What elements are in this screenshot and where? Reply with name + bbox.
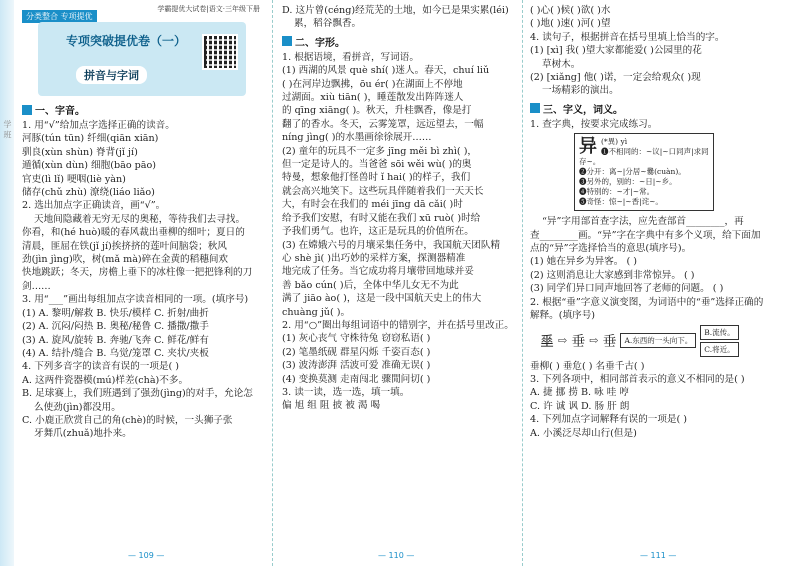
dictionary-entry <box>574 133 714 211</box>
text-line: 河豚(tún tūn) 纤细(qiān xiān) <box>22 133 159 145</box>
section-marker-icon <box>22 105 32 115</box>
text-line: (1) [xì] 我( )望大家都能爱( )公园里的花 <box>530 45 702 57</box>
text-line: 心 shè jì( )出巧妙的采样方案，探测器精准 <box>282 252 466 264</box>
text-line: chuàng jǔ( )。 <box>282 306 351 318</box>
entry-definition: ❹特别的：~才|~常。 <box>579 187 655 197</box>
text-line: (1) 灰心丧气 守株待兔 窃窃私语( ) <box>282 333 431 345</box>
section-title: 一、字音。 <box>35 106 85 117</box>
text-line: 储存(chǔ zhù) 潦绕(liáo liǎo) <box>22 187 155 199</box>
page-number: — 110 — <box>378 551 415 560</box>
text-line: 2. 用“○”圈出每组词语中的错别字，并在括号里改正。 <box>282 319 514 331</box>
text-line: (4) 变换莫测 走南闯北 骤閒问切( ) <box>282 373 431 385</box>
text-line: D. 这片曾(céng)经荒芜的土地，如今已是果实累(léi) <box>282 5 509 16</box>
section-title: 三、字义，词义。 <box>543 104 623 116</box>
text-line: (1) 她在异乡为异客。 ( ) <box>530 256 637 268</box>
section-heading <box>530 101 792 116</box>
entry-definition: ❶不相同的：~议|~口同声|求同存~。 <box>579 147 709 167</box>
text-line: 劲(jìn jìng)吹，树(mǎ mà)碎在金黄的稻穗间欢 <box>22 254 229 266</box>
section-marker-icon <box>282 36 292 46</box>
text-line: 大，有时会在我们的 méi jīng dā cǎi( )时 <box>282 199 463 211</box>
column-divider <box>522 0 523 566</box>
text-line: 翻了的香水。冬天，云雾笼罩，远远望去，一幅 <box>282 118 484 130</box>
text-line: (4) A. 结扑/缝合 B. 乌觉/笼罩 C. 夹状/夹板 <box>22 347 209 359</box>
book-title: 学霸提优大试卷|语文·三年级下册 <box>157 5 260 13</box>
text-line: (3) 同学们异口同声地回答了老师的问题。 ( ) <box>530 283 724 295</box>
text-line: 满了 jiāo ào( )，这是一段中国航天史上的伟大 <box>282 293 482 305</box>
text-line: A. 这两件瓷器模(mú)样差(chà)不多。 <box>22 374 189 386</box>
section-heading <box>282 34 514 49</box>
column-3 <box>530 4 792 566</box>
text-line: ( )在河岸边飘拂，ōu ér( )在湖面上不停地 <box>282 78 463 90</box>
text-line: 给予我们安慰，有时又能在我们 xū ruò( )时给 <box>282 212 481 224</box>
entry-character: 异 <box>579 136 597 158</box>
text-line: ( )心( )候( )欲( )水 <box>530 5 611 16</box>
section-tag: 分类整合 专项提优 <box>22 10 97 23</box>
text-line: 善 bǎo cún( )后，全体中华儿女无不为此 <box>282 279 459 291</box>
text-line: 剑…… <box>22 280 51 292</box>
text-line: A. 捷 挪 捞 B. 咏 哇 哼 <box>530 387 629 399</box>
column-1 <box>22 4 262 566</box>
text-line: 4. 下列多音字的读音有误的一项是( ) <box>22 361 180 373</box>
entry-pinyin: (*異) yì <box>601 137 628 147</box>
text-line: (2) A. 沉闷/闷热 B. 奥秘/秘鲁 C. 播撒/撒手 <box>22 321 209 333</box>
text-line: (2) 笔墨纸砚 群星闪烁 千姿百态( ) <box>282 346 431 358</box>
text-line: 特曼，想象他打怪兽时 ǐ hai( )的样子，我们 <box>282 172 471 184</box>
text-line: 么使劲(jìn)都没用。 <box>34 401 121 413</box>
entry-definition: ❺奇怪：惊~|~香|诧~。 <box>579 197 663 207</box>
text-line: 草树木。 <box>542 58 581 70</box>
text-line: 就会高兴地笑下。这些玩具伴随着我们一天天长 <box>282 185 484 197</box>
text-line: (2) 童年的玩具不一定多 jīng měi bì zhì( )， <box>282 145 478 157</box>
text-line: 2. 根据“垂”字意义演变图，为词语中的“垂”选择正确的 <box>530 296 764 308</box>
text-line: B. 足球赛上，我们班遇到了强劲(jìng)的对手，允论怎 <box>22 388 253 400</box>
meaning-box: C.将近。 <box>700 342 738 357</box>
text-line: 快地跳跃；冬天，房檐上垂下的冰柱像一把把锋利的刀 <box>22 267 253 279</box>
text-line: 但一定是诗人的。当爸爸 sōi wěi wù( )的奥 <box>282 159 472 171</box>
text-line: (2) [xiǎng] 他( )诺，一定会给观众( )现 <box>530 72 701 84</box>
text-line: 累，稻谷飘香。 <box>294 18 362 30</box>
text-line: 解释。(填序号) <box>530 310 596 322</box>
text-line: 予我们勇气。也许，这正是玩具的价值所在。 <box>282 226 474 238</box>
text-line: ( )地( )速( )河( )望 <box>530 18 611 30</box>
banner-title: 专项突破提优卷（一） <box>66 34 187 48</box>
text-line: 3. 用“___”画出每组加点字读音相同的一项。(填序号) <box>22 294 249 306</box>
text-line: (1) 西湖的风景 què shí( )迷人。春天，chuí liǔ <box>282 65 490 77</box>
sidebar-text: 学 班 <box>3 120 12 139</box>
arrow-right-icon: ⇨ <box>589 334 599 347</box>
text-line: 天地间隐藏着无穷无尽的奥秘，等待我们去寻找。 <box>34 213 246 225</box>
text-line: 官吏(lì lǐ) 哽咽(liè yàn) <box>22 173 126 185</box>
text-line: 4. 下列加点字词解释有误的一项是( ) <box>530 414 688 426</box>
text-line: (3) 在嫦娥六号的月壤采集任务中，我国航天团队精 <box>282 239 501 251</box>
text-line: (3) 波涛澎湃 活波可爱 准确无误( ) <box>282 360 431 372</box>
text-line: 遁循(xùn dùn) 细胞(bāo pāo) <box>22 160 157 172</box>
glyph-form: 垂 <box>571 333 586 350</box>
column-2 <box>282 4 514 566</box>
text-line: 点的“异”字选择恰当的意思(填序号)。 <box>530 243 692 255</box>
text-line: 1. 用“√”给加点字选择正确的读音。 <box>22 120 175 131</box>
title-banner <box>38 22 246 96</box>
text-line: 偏 旭 组 阻 披 被 渴 喝 <box>282 400 381 412</box>
page-number: — 109 — <box>128 551 165 560</box>
page-number: — 111 — <box>640 551 677 560</box>
meaning-box: A.东西的一头向下。 <box>620 333 696 348</box>
text-line: 一场精彩的演出。 <box>542 85 619 97</box>
section-title: 二、字形。 <box>295 37 345 49</box>
text-line: C. 小鹿正欣赏自己的角(chè)的时候，一头狮子张 <box>22 414 233 426</box>
glyph-form: 𡍮 <box>540 333 554 350</box>
section-heading <box>22 102 262 117</box>
text-line: 2. 选出加点字正确读音，画“√”。 <box>22 200 166 212</box>
text-line: 牙舞爪(zhuǎ)地扑来。 <box>34 428 132 440</box>
text-line: (3) A. 旋风/旋转 B. 奔驰/飞奔 C. 鲜花/鲜有 <box>22 334 209 346</box>
text-line: 1. 查字典，按要求完成练习。 <box>530 118 658 130</box>
text-line: 4. 读句子，根据拼音在括号里填上恰当的字。 <box>530 31 725 43</box>
left-sidebar <box>0 0 14 566</box>
text-line: 1. 根据语境，看拼音，写词语。 <box>282 51 419 63</box>
arrow-right-icon: ⇨ <box>558 334 568 347</box>
text-line: (1) A. 黎明/解救 B. 快乐/模样 C. 折射/曲折 <box>22 307 209 319</box>
text-line: 你看，和(hé huò)暖的春风裁出垂柳的细叶；夏日的 <box>22 227 245 239</box>
text-line: 的 qīng xiāng( )。秋天，升桂飘香，像是打 <box>282 105 472 117</box>
text-line: 清晨，匪屈在铁(jǐ jí)挨挤挤的莲叶间脑袋；秋风 <box>22 240 227 252</box>
section-marker-icon <box>530 103 540 113</box>
text-line: 过湖面。xiù tiān( )，睡莲散发出阵阵迷人 <box>282 92 464 104</box>
entry-definition: ❸另外的，别的：~日|~乡。 <box>579 177 677 187</box>
text-line: 地完成了任务。当它成功将月壤带回地球并妥 <box>282 266 474 278</box>
text-line: 3. 读一读，选一选，填一填。 <box>282 386 410 398</box>
entry-definition: ❷分开：离~|分居~爨(cuàn)。 <box>579 167 686 177</box>
text-line: (2) 这则消息让大家感到非常惊异。 ( ) <box>530 269 695 281</box>
text-line: “异”字用部首查字法，应先查部首________，再 <box>542 216 744 228</box>
banner-subtitle: 拼音与字词 <box>76 66 147 84</box>
glyph-form: 垂 <box>602 333 617 350</box>
text-line: níng jìng( )的水墨画徐徐展开…… <box>282 132 432 144</box>
text-line: 查________画。“异”字在字典中有多个义项，给下面加 <box>530 229 761 241</box>
text-line: C. 许 诚 讽 D. 肠 肝 朗 <box>530 400 630 412</box>
text-line: A. 小溪泛尽却山行(但是) <box>530 427 637 439</box>
text-line: 驯良(xùn shùn) 脊背(jǐ jí) <box>22 146 138 158</box>
column-divider <box>272 0 273 566</box>
text-line: 垂柳( ) 垂危( ) 名垂千古( ) <box>530 360 645 372</box>
text-line: 3. 下列各项中，相同部首表示的意义不相同的是( ) <box>530 373 745 385</box>
chui-evolution-diagram <box>540 325 792 357</box>
meaning-box: B.流传。 <box>700 325 738 340</box>
